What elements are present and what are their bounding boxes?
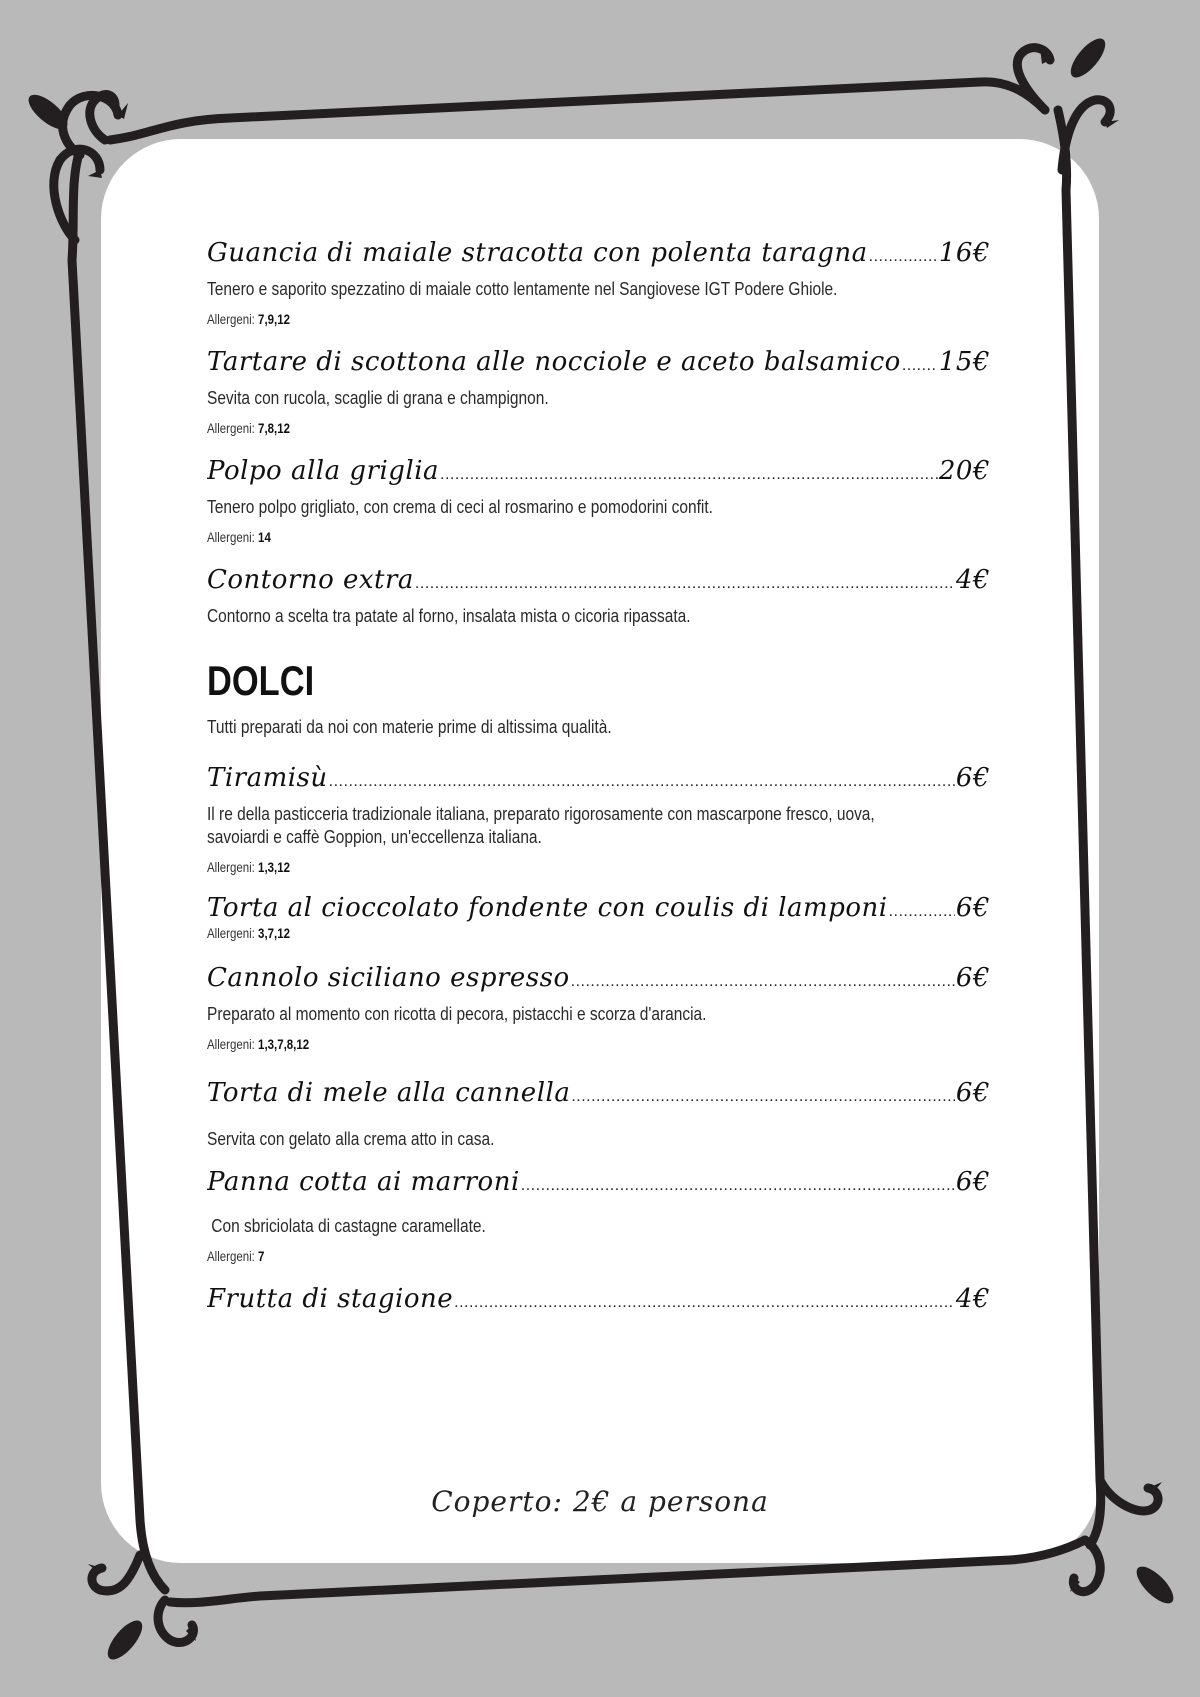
item-description: Tenero polpo grigliato, con crema di ceci al rosmarino e pomodorini confit. [207,497,713,517]
allergens-label: Allergeni: [207,311,255,327]
item-price: 6€ [955,1078,990,1108]
item-description: Tenero e saporito spezzatino di maiale cotto lentamente nel Sangiovese IGT Podere Ghiole. [207,279,838,299]
item-price: 20€ [938,456,990,486]
menu-item [207,961,990,1052]
item-name: Cannolo siciliano espresso [207,963,570,993]
item-allergens [207,1248,977,1264]
allergens-label: Allergeni: [207,420,255,436]
allergens-label: Allergeni: [207,859,255,875]
dot-leader [869,240,938,274]
item-title-row [207,761,990,799]
menu-item [207,891,990,941]
item-name: Polpo alla griglia [207,456,440,486]
allergens-value: 7,8,12 [258,420,290,436]
item-description: Contorno a scelta tra patate al forno, insalata mista o cicoria ripassata. [207,606,691,626]
item-description: Preparato al momento con ricotta di pecora, pistacchi e scorza d'arancia. [207,1004,707,1024]
item-name: Panna cotta ai marroni [207,1167,520,1197]
item-price: 4€ [955,565,990,595]
item-price: 6€ [955,893,990,923]
cover-charge-text: Coperto: 2€ a persona [431,1485,769,1518]
allergens-value: 7,9,12 [258,311,290,327]
section-title-dolci: DOLCI [207,657,315,704]
allergens-value: 1,3,12 [258,859,290,875]
dot-leader [329,765,955,799]
item-description: Il re della pasticceria tradizionale italiana, preparato rigorosamente con mascarpone fresco, uova, savoiardi e caffè Goppion, un'eccellenza italiana. [207,804,875,847]
dot-leader [415,567,955,601]
item-title-row [207,563,990,601]
item-title-row [207,345,990,383]
allergens-label: Allergeni: [207,925,255,941]
allergens-label: Allergeni: [207,1036,255,1052]
cover-charge-note [0,1485,1200,1518]
item-description: Servita con gelato alla crema atto in casa. [207,1129,495,1149]
menu-item [207,1076,990,1151]
item-name: Tartare di scottona alle nocciole e aceto balsamico [207,347,901,377]
item-title-row [207,454,990,492]
item-title-row [207,1282,990,1320]
allergens-value: 7 [258,1248,265,1264]
leaf-icon [23,89,73,135]
item-description: Sevita con rucola, scaglie di grana e champignon. [207,388,549,408]
menu-content [207,236,990,1320]
item-price: 6€ [955,963,990,993]
item-price: 4€ [955,1284,990,1314]
item-name: Torta al cioccolato fondente con coulis di lamponi [207,893,888,923]
item-price: 16€ [938,238,990,268]
item-name: Tiramisù [207,763,328,793]
dot-leader [571,1080,955,1114]
item-name: Contorno extra [207,565,414,595]
item-title-row [207,891,990,929]
item-description: Con sbriciolata di castagne caramellate. [207,1216,486,1236]
dot-leader [571,965,955,999]
menu-item [207,761,990,875]
menu-item [207,236,990,327]
item-allergens [207,311,977,327]
item-name: Torta di mele alla cannella [207,1078,571,1108]
allergens-value: 3,7,12 [258,925,290,941]
item-name: Frutta di stagione [207,1284,454,1314]
section-subtitle: Tutti preparati da noi con materie prime di altissima qualità. [207,717,612,737]
dot-leader [454,1286,955,1320]
item-allergens [207,925,977,941]
dot-leader [521,1169,955,1203]
dot-leader [902,349,938,383]
item-allergens [207,420,977,436]
item-price: 15€ [938,347,990,377]
item-title-row [207,1076,990,1114]
allergens-label: Allergeni: [207,1248,255,1264]
menu-item [207,1282,990,1320]
allergens-value: 1,3,7,8,12 [258,1036,310,1052]
dot-leader [440,458,938,492]
item-price: 6€ [955,763,990,793]
item-title-row [207,961,990,999]
item-title-row [207,236,990,274]
item-name: Guancia di maiale stracotta con polenta taragna [207,238,868,268]
item-price: 6€ [955,1167,990,1197]
allergens-value: 14 [258,529,271,545]
scroll-icon [63,95,118,155]
item-allergens [207,529,977,545]
item-title-row [207,1165,990,1203]
item-allergens [207,859,977,875]
allergens-label: Allergeni: [207,529,255,545]
dot-leader [889,895,955,929]
menu-item [207,454,990,545]
menu-item [207,345,990,436]
item-allergens [207,1036,977,1052]
menu-item [207,1165,990,1264]
menu-item [207,563,990,628]
